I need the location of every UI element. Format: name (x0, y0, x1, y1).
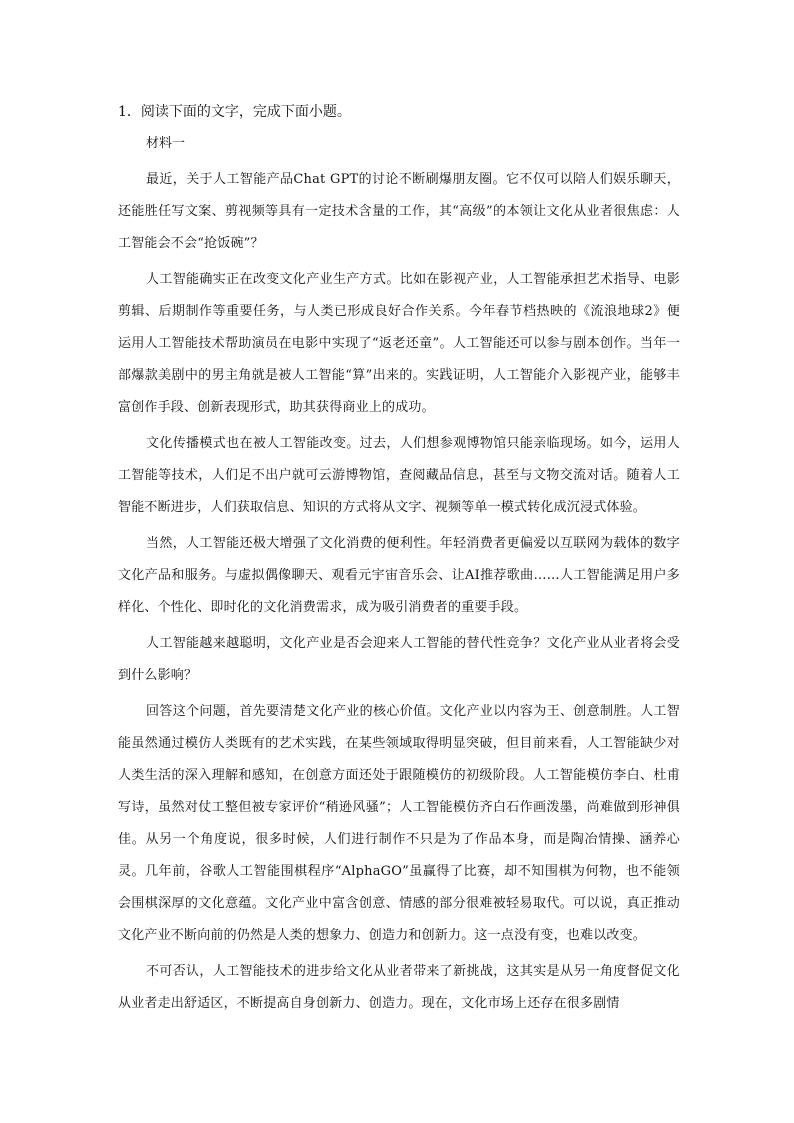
paragraph-2: 人工智能确实正在改变文化产业生产方式。比如在影视产业，人工智能承担艺术指导、电影剪辑、后期制作等重要任务，与人类已形成良好合作关系。今年春节档热映的《流浪地球2》便运用人工智能技术帮助演员在电影中实现了“返老还童”。人工智能还可以参与剧本创作。当年一部爆款美剧中的男主角就是被人工智能“算”出来的。实践证明，人工智能介入影视产业，能够丰富创作手段、创新表现形式，助其获得商业上的成功。 (118, 272, 680, 415)
document-page (118, 100, 680, 1024)
material-label: 材料一 (146, 136, 186, 151)
paragraph-4: 当然，人工智能还极大增强了文化消费的便利性。年轻消费者更偏爱以互联网为载体的数字文化产品和服务。与虚拟偶像聊天、观看元宇宙音乐会、让AI推荐歌曲……人工智能满足用户多样化、个性化、即时化的文化消费需求，成为吸引消费者的重要手段。 (118, 536, 680, 615)
paragraph-1: 最近，关于人工智能产品Chat GPT的讨论不断刷爆朋友圈。它不仅可以陪人们娱乐聊天，还能胜任写文案、剪视频等具有一定技术含量的工作，其“高级”的本领让文化从业者很焦虑：人工智能会不会“抢饭碗”？ (118, 172, 680, 251)
paragraph-7: 不可否认，人工智能技术的进步给文化从业者带来了新挑战，这其实是从另一角度督促文化从业者走出舒适区，不断提高自身创新力、创造力。现在，文化市场上还存在很多剧情 (118, 964, 680, 1011)
question-title: 1．阅读下面的文字，完成下面小题。 (118, 104, 351, 120)
paragraph-5: 人工智能越来越聪明，文化产业是否会迎来人工智能的替代性竞争？文化产业从业者将会受到什么影响？ (118, 636, 680, 683)
paragraph-3: 文化传播模式也在被人工智能改变。过去，人们想参观博物馆只能亲临现场。如今，运用人工智能等技术，人们足不出户就可云游博物馆，查阅藏品信息，甚至与文物交流对话。随着人工智能不断进步，人们获取信息、知识的方式将从文字、视频等单一模式转化成沉浸式体验。 (118, 436, 680, 515)
paragraph-6: 回答这个问题，首先要清楚文化产业的核心价值。文化产业以内容为王、创意制胜。人工智能虽然通过模仿人类既有的艺术实践，在某些领域取得明显突破，但目前来看，人工智能缺少对人类生活的深入理解和感知，在创意方面还处于跟随模仿的初级阶段。人工智能模仿李白、杜甫写诗，虽然对仗工整但被专家评价“稍逊风骚”；人工智能模仿齐白石作画泼墨，尚难做到形神俱佳。从另一个角度说，很多时候，人们进行制作不只是为了作品本身，而是陶冶情操、涵养心灵。几年前，谷歌人工智能围棋程序“AlphaGO”虽赢得了比赛，却不知围棋为何物，也不能领会围棋深厚的文化意蕴。文化产业中富含创意、情感的部分很难被轻易取代。可以说，真正推动文化产业不断向前的仍然是人类的想象力、创造力和创新力。这一点没有变，也难以改变。 (118, 704, 680, 943)
